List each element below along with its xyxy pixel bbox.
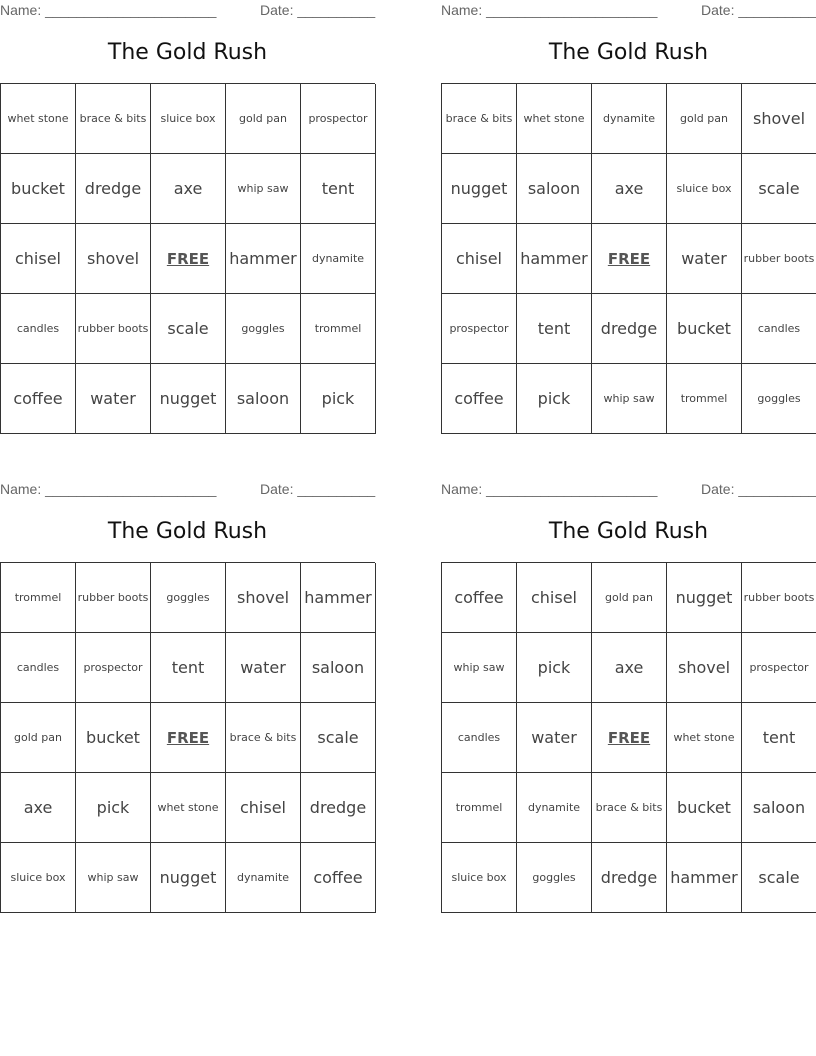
bingo-cell: goggles: [151, 563, 226, 633]
bingo-cell: whet stone: [517, 84, 592, 154]
bingo-cell: pick: [517, 364, 592, 434]
bingo-cell: nugget: [151, 843, 226, 913]
bingo-cell: bucket: [667, 773, 742, 843]
bingo-cell: water: [226, 633, 301, 703]
bingo-cell: saloon: [742, 773, 816, 843]
bingo-cell: dredge: [301, 773, 376, 843]
bingo-cell: coffee: [1, 364, 76, 434]
free-space: FREE: [592, 224, 667, 294]
bingo-cell: rubber boots: [76, 563, 151, 633]
bingo-cell: nugget: [442, 154, 517, 224]
bingo-cell: brace & bits: [226, 703, 301, 773]
bingo-cell: saloon: [226, 364, 301, 434]
bingo-cell: tent: [742, 703, 816, 773]
name-field-label: Name: ______________________: [441, 2, 658, 18]
bingo-cell: trommel: [667, 364, 742, 434]
bingo-cell: rubber boots: [742, 563, 816, 633]
bingo-cell: axe: [151, 154, 226, 224]
bingo-cell: water: [76, 364, 151, 434]
name-date-line: [0, 2, 375, 20]
bingo-cell: bucket: [667, 294, 742, 364]
bingo-cell: chisel: [226, 773, 301, 843]
bingo-cell: coffee: [442, 563, 517, 633]
date-field-label: Date: __________: [701, 2, 816, 18]
bingo-grid: [441, 83, 816, 434]
bingo-cell: hammer: [226, 224, 301, 294]
free-space: FREE: [592, 703, 667, 773]
bingo-cell: dynamite: [301, 224, 376, 294]
bingo-cell: whip saw: [442, 633, 517, 703]
name-field-label: Name: ______________________: [0, 2, 217, 18]
name-date-line: [0, 481, 375, 499]
bingo-cell: rubber boots: [742, 224, 816, 294]
bingo-cell: scale: [151, 294, 226, 364]
bingo-cell: hammer: [667, 843, 742, 913]
bingo-cell: whet stone: [667, 703, 742, 773]
bingo-cell: pick: [76, 773, 151, 843]
card-title: The Gold Rush: [548, 40, 709, 65]
bingo-cell: coffee: [442, 364, 517, 434]
bingo-cell: goggles: [742, 364, 816, 434]
bingo-cell: dynamite: [226, 843, 301, 913]
name-date-line: [441, 2, 816, 20]
bingo-grid: [0, 562, 375, 913]
card-title: The Gold Rush: [548, 519, 709, 544]
bingo-cell: rubber boots: [76, 294, 151, 364]
bingo-cell: scale: [742, 843, 816, 913]
bingo-cell: coffee: [301, 843, 376, 913]
bingo-cell: pick: [301, 364, 376, 434]
bingo-cell: dynamite: [517, 773, 592, 843]
bingo-cell: prospector: [76, 633, 151, 703]
bingo-cell: gold pan: [667, 84, 742, 154]
bingo-cell: axe: [592, 154, 667, 224]
bingo-cell: nugget: [151, 364, 226, 434]
bingo-cell: chisel: [1, 224, 76, 294]
bingo-grid: [0, 83, 375, 434]
free-space: FREE: [151, 224, 226, 294]
bingo-cell: prospector: [742, 633, 816, 703]
bingo-cell: gold pan: [592, 563, 667, 633]
bingo-cell: whip saw: [76, 843, 151, 913]
bingo-cell: bucket: [1, 154, 76, 224]
bingo-cell: axe: [1, 773, 76, 843]
bingo-cell: goggles: [226, 294, 301, 364]
bingo-cell: chisel: [442, 224, 517, 294]
bingo-cell: axe: [592, 633, 667, 703]
bingo-cell: brace & bits: [592, 773, 667, 843]
bingo-cell: chisel: [517, 563, 592, 633]
bingo-cell: sluice box: [151, 84, 226, 154]
bingo-cell: prospector: [442, 294, 517, 364]
bingo-cell: candles: [1, 294, 76, 364]
card-title: The Gold Rush: [107, 519, 268, 544]
bingo-cell: shovel: [742, 84, 816, 154]
bingo-cell: nugget: [667, 563, 742, 633]
bingo-cell: shovel: [226, 563, 301, 633]
bingo-cell: whet stone: [1, 84, 76, 154]
bingo-cell: hammer: [517, 224, 592, 294]
date-field-label: Date: __________: [701, 481, 816, 497]
bingo-cell: saloon: [517, 154, 592, 224]
date-field-label: Date: __________: [260, 2, 376, 18]
bingo-cell: sluice box: [667, 154, 742, 224]
bingo-cell: hammer: [301, 563, 376, 633]
bingo-cell: trommel: [301, 294, 376, 364]
bingo-cell: tent: [517, 294, 592, 364]
bingo-cell: candles: [1, 633, 76, 703]
bingo-cell: water: [667, 224, 742, 294]
bingo-cell: bucket: [76, 703, 151, 773]
date-field-label: Date: __________: [260, 481, 376, 497]
bingo-cell: whet stone: [151, 773, 226, 843]
bingo-cell: candles: [742, 294, 816, 364]
bingo-cell: dredge: [592, 843, 667, 913]
bingo-cell: dynamite: [592, 84, 667, 154]
bingo-cell: trommel: [442, 773, 517, 843]
bingo-cell: trommel: [1, 563, 76, 633]
bingo-cell: sluice box: [442, 843, 517, 913]
bingo-cell: brace & bits: [76, 84, 151, 154]
bingo-cell: saloon: [301, 633, 376, 703]
bingo-cell: gold pan: [1, 703, 76, 773]
bingo-grid: [441, 562, 816, 913]
name-field-label: Name: ______________________: [441, 481, 658, 497]
name-field-label: Name: ______________________: [0, 481, 217, 497]
bingo-cell: scale: [742, 154, 816, 224]
card-title: The Gold Rush: [107, 40, 268, 65]
bingo-cell: sluice box: [1, 843, 76, 913]
bingo-cell: brace & bits: [442, 84, 517, 154]
name-date-line: [441, 481, 816, 499]
bingo-cell: dredge: [592, 294, 667, 364]
bingo-cell: goggles: [517, 843, 592, 913]
bingo-cell: shovel: [76, 224, 151, 294]
free-space: FREE: [151, 703, 226, 773]
bingo-cell: whip saw: [226, 154, 301, 224]
bingo-cell: tent: [301, 154, 376, 224]
bingo-cell: water: [517, 703, 592, 773]
bingo-cell: gold pan: [226, 84, 301, 154]
bingo-cell: shovel: [667, 633, 742, 703]
bingo-cell: pick: [517, 633, 592, 703]
bingo-cell: prospector: [301, 84, 376, 154]
bingo-cell: tent: [151, 633, 226, 703]
bingo-cell: dredge: [76, 154, 151, 224]
bingo-cell: scale: [301, 703, 376, 773]
bingo-cell: candles: [442, 703, 517, 773]
bingo-cell: whip saw: [592, 364, 667, 434]
